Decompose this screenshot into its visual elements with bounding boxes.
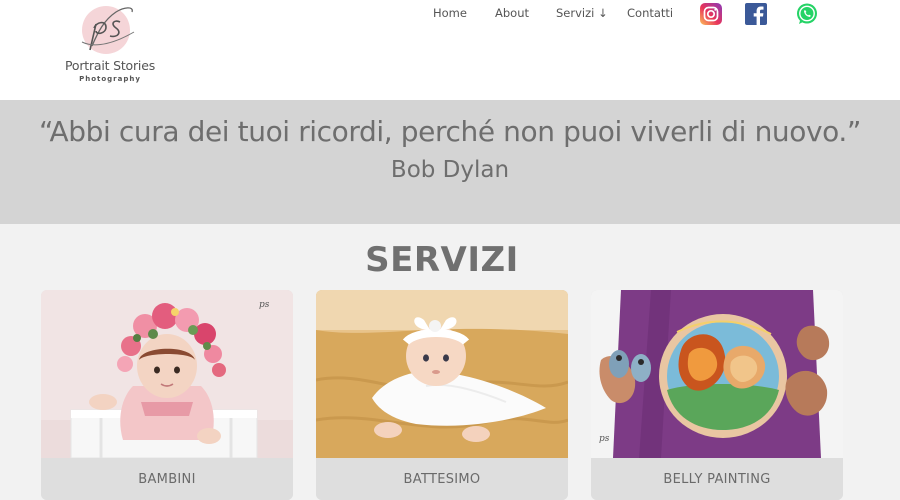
service-card-label: BATTESIMO	[316, 458, 568, 500]
battesimo-photo	[316, 290, 568, 458]
service-card-battesimo[interactable]	[316, 290, 568, 500]
logo-monogram-icon	[76, 2, 138, 58]
service-card-label: BELLY PAINTING	[591, 458, 843, 500]
service-card-bambini[interactable]	[41, 290, 293, 500]
nav-home-link[interactable]: Home	[433, 6, 467, 20]
site-logo[interactable]	[56, 2, 164, 86]
nav-servizi-dropdown[interactable]: Servizi ↓	[556, 6, 608, 20]
bambini-photo	[41, 290, 293, 458]
service-card-label: BAMBINI	[41, 458, 293, 500]
nav-contatti-link[interactable]: Contatti	[627, 6, 674, 20]
nav-about-link[interactable]: About	[495, 6, 530, 20]
service-card-belly-painting[interactable]	[591, 290, 843, 500]
quote-author: Bob Dylan	[390, 157, 510, 183]
services-title: SERVIZI	[365, 240, 519, 280]
instagram-icon[interactable]	[700, 3, 722, 25]
site-header	[0, 0, 900, 100]
whatsapp-icon[interactable]	[796, 3, 818, 25]
facebook-icon[interactable]	[745, 3, 767, 25]
photo-watermark: ps	[259, 300, 270, 310]
quote-text: “Abbi cura dei tuoi ricordi, perché non puoi viverli di nuovo.”	[38, 115, 862, 148]
photo-watermark: ps	[599, 434, 610, 444]
belly-painting-photo	[591, 290, 843, 458]
logo-tagline: Photography	[79, 75, 141, 83]
quote-banner	[0, 100, 900, 224]
logo-name: Portrait Stories	[64, 58, 156, 73]
